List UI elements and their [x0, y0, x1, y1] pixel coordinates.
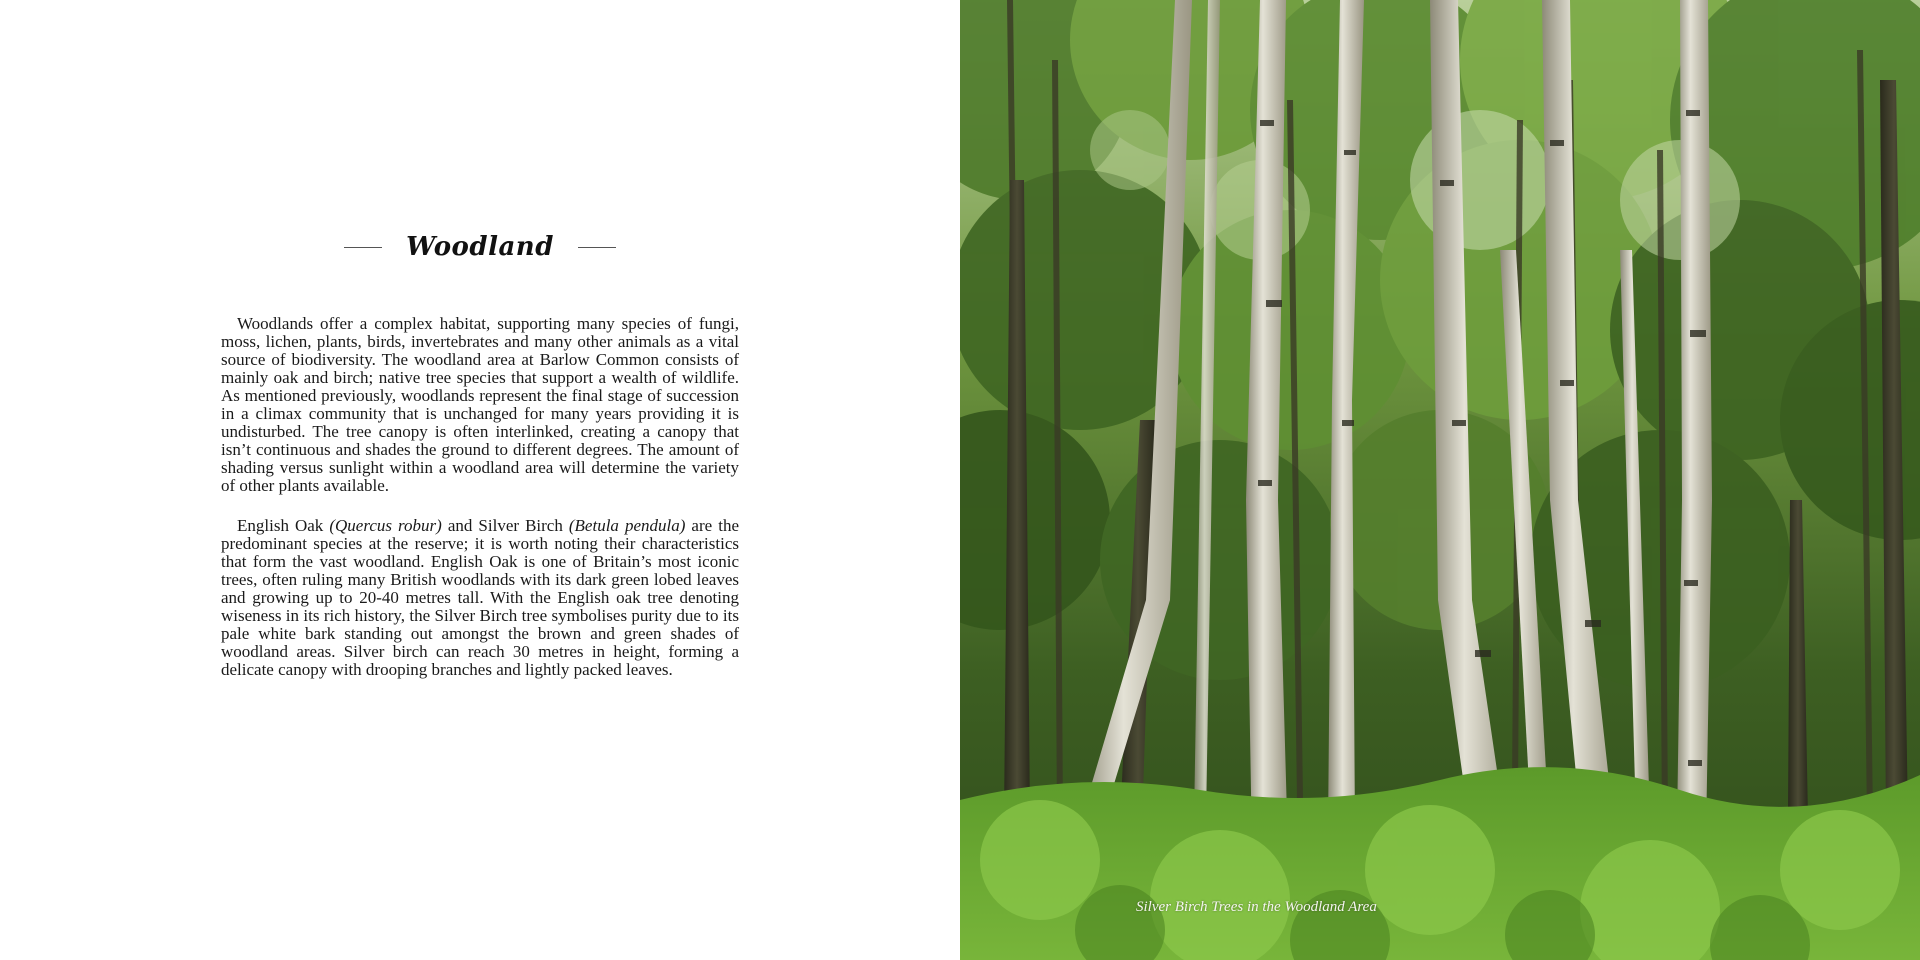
paragraph-2-part-b: and Silver Birch — [441, 516, 569, 535]
title-rule-left — [344, 247, 382, 248]
page-title: Woodland — [406, 232, 554, 262]
body-text — [221, 315, 739, 701]
paragraph-2-part-c: are the predominant species at the reserve; it is worth noting their characteristics that form the vast woodland. English Oak is one of Britain’s most iconic trees, often ruling many British woodlands with its dark green lobed leaves and growing up to 20-40 metres tall. With the English oak tree denoting wiseness in its rich history, the Silver Birch tree symbolises purity due to its pale white bark standing out amongst the brown and green shades of woodland areas. Silver birch can reach 30 metres in height, forming a delicate canopy with drooping branches and lightly packed leaves. — [221, 516, 739, 679]
paragraph-2 — [221, 517, 739, 679]
title-rule-right — [578, 247, 616, 248]
oak-latin-name: (Quercus robur) — [329, 516, 442, 535]
woodland-photo — [960, 0, 1920, 960]
birch-latin-name: (Betula pendula) — [568, 516, 686, 535]
title-row — [0, 232, 960, 262]
paragraph-2-part-a: English Oak — [237, 516, 330, 535]
photo-caption: Silver Birch Trees in the Woodland Area — [1136, 899, 1377, 915]
right-page — [960, 0, 1920, 960]
paragraph-1: Woodlands offer a complex habitat, supporting many species of fungi, moss, lichen, plants, birds, invertebrates and many other animals as a vital source of biodiversity. The woodland area at Barlow Common consists of mainly oak and birch; native tree species that support a wealth of wildlife. As mentioned previously, woodlands represent the final stage of succession in a climax community that is unchanged for many years providing it is undisturbed. The tree canopy is often interlinked, creating a canopy that isn’t continuous and shades the ground to different degrees. The amount of shading versus sunlight within a woodland area will determine the variety of other plants available. — [221, 314, 739, 495]
